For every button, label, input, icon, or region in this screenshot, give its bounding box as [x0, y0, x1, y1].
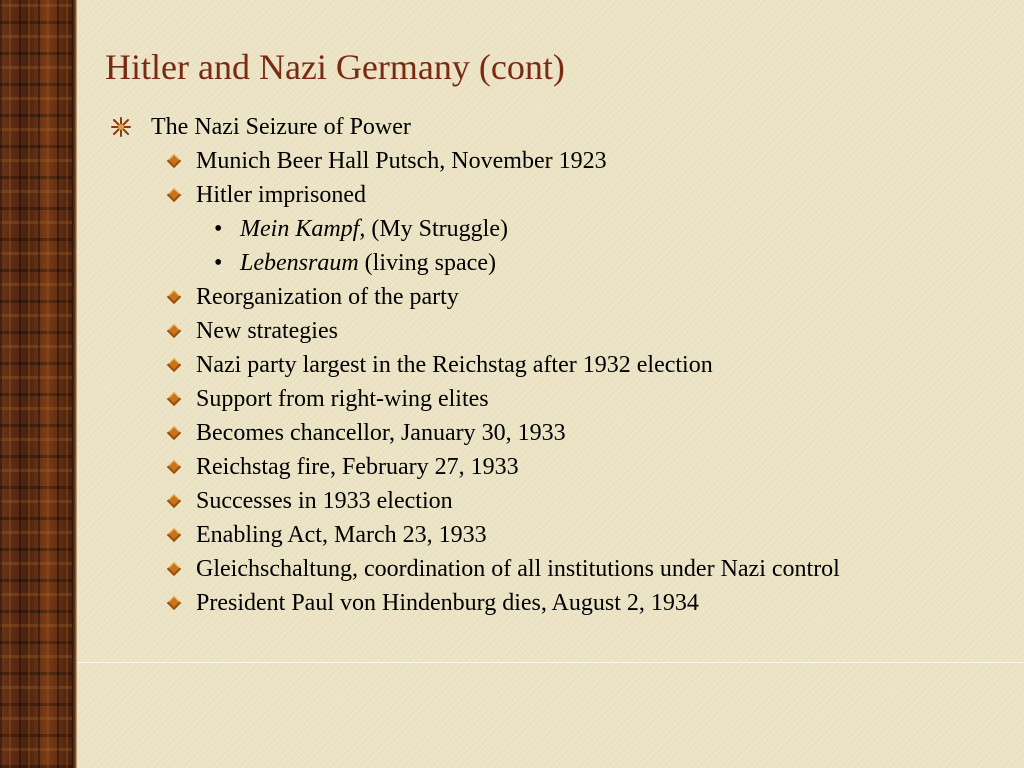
diamond-bullet-icon — [167, 460, 181, 474]
slide-title: Hitler and Nazi Germany (cont) — [105, 47, 565, 87]
decorative-side-band — [0, 0, 77, 768]
list-item-text: Reorganization of the party — [196, 284, 459, 310]
list-item-text: Hitler imprisoned — [196, 182, 366, 208]
list-item-text: Reichstag fire, February 27, 1933 — [196, 454, 519, 480]
list-item-text: Support from right-wing elites — [196, 386, 489, 412]
sub-list-item-text — [240, 212, 508, 246]
list-item-text: Munich Beer Hall Putsch, November 1923 — [196, 148, 607, 174]
diamond-bullet-icon — [167, 426, 181, 440]
italic-term: Mein Kampf — [240, 216, 360, 242]
list-item-text: Successes in 1933 election — [196, 488, 453, 514]
dot-bullet-icon: • — [214, 250, 223, 276]
list-item-text: Nazi party largest in the Reichstag after 1932 election — [196, 352, 713, 378]
list-item-text: Enabling Act, March 23, 1933 — [196, 522, 487, 548]
list-item-text: President Paul von Hindenburg dies, August 2, 1934 — [196, 590, 699, 616]
sub-list-item-text — [240, 246, 496, 280]
list-item-text: Gleichschaltung, coordination of all institutions under Nazi control — [196, 556, 840, 582]
term-description: , (My Struggle) — [359, 216, 508, 242]
dot-bullet-icon: • — [214, 216, 223, 242]
diamond-bullet-icon — [167, 188, 181, 202]
diamond-bullet-icon — [167, 392, 181, 406]
diamond-bullet-icon — [167, 154, 181, 168]
diamond-bullet-icon — [167, 290, 181, 304]
star-burst-icon — [110, 117, 132, 137]
list-item-text: Becomes chancellor, January 30, 1933 — [196, 420, 566, 446]
list-item-text: New strategies — [196, 318, 338, 344]
italic-term: Lebensraum — [240, 250, 359, 276]
diamond-bullet-icon — [167, 562, 181, 576]
term-description: (living space) — [358, 250, 496, 276]
diamond-bullet-icon — [167, 324, 181, 338]
footer-divider — [77, 662, 1024, 663]
diamond-bullet-icon — [167, 494, 181, 508]
diamond-bullet-icon — [167, 358, 181, 372]
diamond-bullet-icon — [167, 528, 181, 542]
diamond-bullet-icon — [167, 596, 181, 610]
main-bullet-text: The Nazi Seizure of Power — [151, 114, 411, 140]
side-band-edge — [72, 0, 77, 768]
